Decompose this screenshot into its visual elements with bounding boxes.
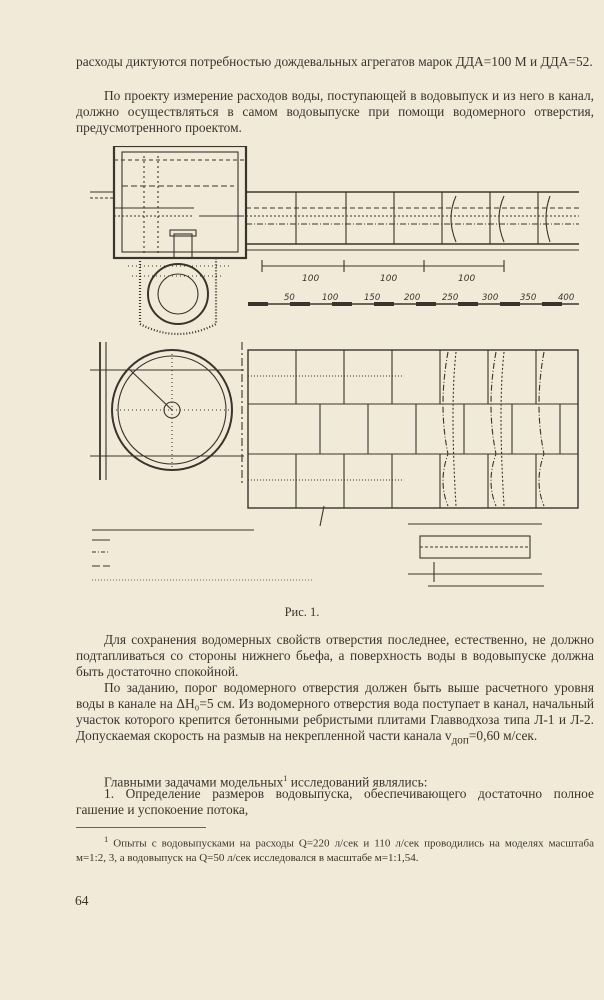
scale-tick-label: 300: [482, 293, 499, 303]
paragraph-5-text: Главными задачами модельных: [104, 774, 284, 790]
spacing-label: 100: [302, 274, 320, 284]
spacing-label: 100: [380, 274, 398, 284]
spacing-labels: [302, 274, 475, 284]
orifice-detail: [408, 524, 544, 586]
scale-tick-label: 150: [364, 293, 381, 303]
footnote-text: Опыты с водовыпусками на расходы Q=220 л/сек и 110 л/сек проводились на моделях масштаба м=1:2, 3, а водовыпуск на Q=50 л/сек исследовался в масштабе м=1:1,54.: [76, 837, 594, 864]
scale-tick-label: 200: [404, 293, 421, 303]
paragraph-3: Для сохранения водомерных свойств отверстия последнее, естественно, не должно подтапливаться со стороны нижнего бьефа, а поверхность воды в водовыпуске должна быть достаточно спокойной.: [76, 632, 594, 679]
footnote-rule: [76, 827, 206, 828]
paragraph-2: По проекту измерение расходов воды, поступающей в водовыпуск и из него в канал, должно осуществляться в самом водовыпуске при помощи водомерного отверстия, предусмотренного проектом.: [76, 88, 594, 135]
scale-tick-label: 350: [520, 293, 537, 303]
page-number: 64: [75, 893, 89, 908]
plan-view: [90, 342, 578, 526]
footnote-ref: 1: [283, 773, 288, 783]
section-view: [90, 146, 579, 334]
paragraph-4: По заданию, порог водомерного отверстия должен быть выше расчетного уровня воды в канале на ΔH₀=5 см. Из водомерного отверстия вода поступает в канал, начальный участок которого крепится бетонными ребристыми плитами Главводхоза типа Л-1 и Л-2. Допускаемая скорость на размыв на некрепленной части канала $v_{доп}=0,60$ м/сек.: [76, 680, 594, 747]
figure-caption: Рис. 1.: [284, 605, 320, 619]
scale-tick-label: 100: [322, 293, 339, 303]
footnote-mark: 1: [104, 834, 109, 844]
spacing-label: 100: [458, 274, 476, 284]
figure-1-drawing: [84, 146, 584, 598]
paragraph-6: 1. Определение размеров водовыпуска, обеспечивающего достаточно полное гашение и успокоение потока,: [76, 786, 594, 817]
footnote: [76, 832, 594, 865]
scale-tick-label: 400: [558, 293, 575, 303]
paragraph-5-tail: исследований являлись:: [287, 774, 428, 790]
scale-tick-label: 50: [284, 293, 295, 303]
paragraph-1: расходы диктуются потребностью дождевальных агрегатов марок ДДА=100 М и ДДА=52.: [76, 54, 593, 69]
legend: [92, 530, 314, 580]
scale-ticks: [284, 293, 574, 303]
scale-tick-label: 250: [442, 293, 459, 303]
